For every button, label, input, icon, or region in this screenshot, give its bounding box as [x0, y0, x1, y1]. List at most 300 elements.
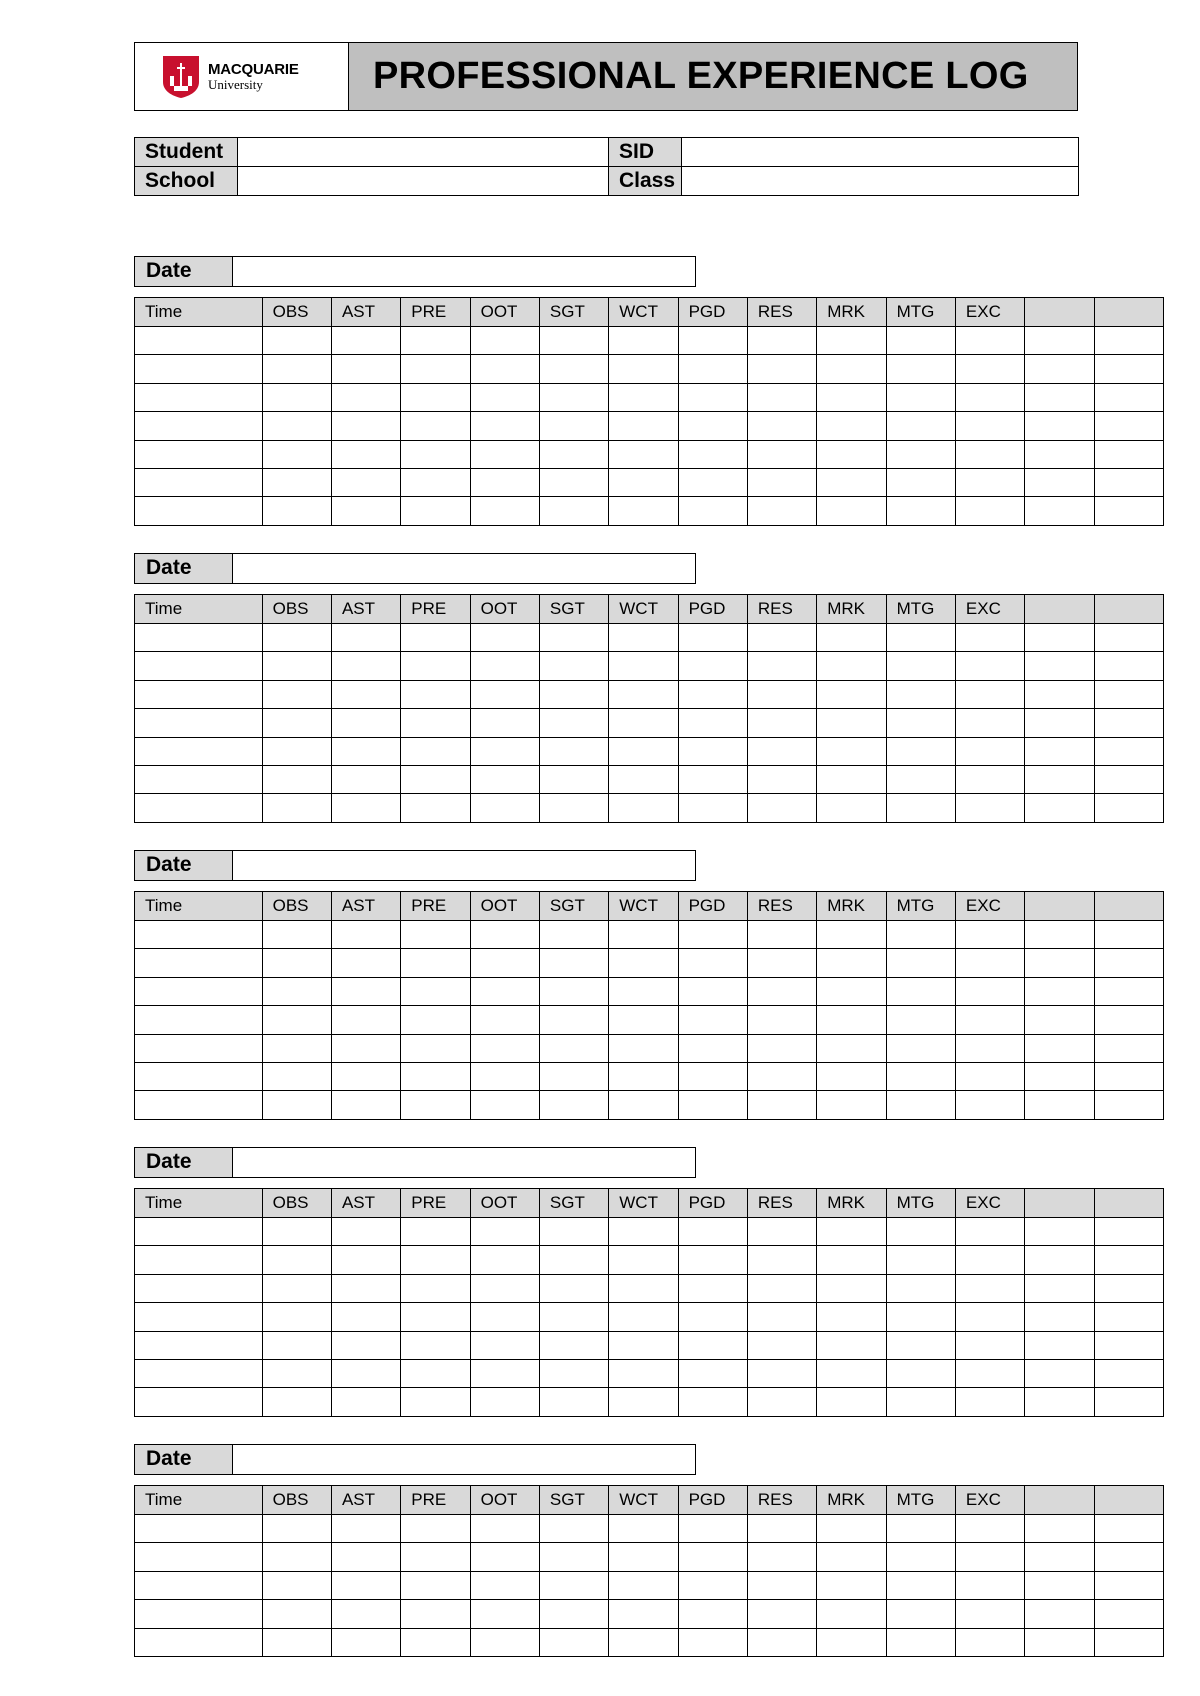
activity-cell[interactable]	[955, 680, 1024, 708]
activity-cell[interactable]	[817, 1062, 886, 1090]
activity-cell[interactable]	[470, 624, 539, 652]
activity-cell[interactable]	[331, 1091, 400, 1119]
date-field[interactable]	[233, 554, 695, 583]
activity-cell[interactable]	[609, 624, 678, 652]
activity-cell[interactable]	[609, 652, 678, 680]
activity-cell[interactable]	[678, 921, 747, 949]
time-cell[interactable]	[135, 355, 263, 383]
activity-cell[interactable]	[1025, 1062, 1094, 1090]
activity-cell[interactable]	[817, 412, 886, 440]
time-cell[interactable]	[135, 383, 263, 411]
activity-cell[interactable]	[262, 737, 331, 765]
activity-cell[interactable]	[817, 1628, 886, 1656]
activity-cell[interactable]	[1094, 1034, 1163, 1062]
activity-cell[interactable]	[1025, 1359, 1094, 1387]
activity-cell[interactable]	[401, 652, 470, 680]
activity-cell[interactable]	[262, 1388, 331, 1416]
activity-cell[interactable]	[817, 1571, 886, 1599]
activity-cell[interactable]	[331, 949, 400, 977]
activity-cell[interactable]	[955, 440, 1024, 468]
activity-cell[interactable]	[401, 1218, 470, 1246]
activity-cell[interactable]	[401, 412, 470, 440]
activity-cell[interactable]	[817, 1331, 886, 1359]
activity-cell[interactable]	[470, 412, 539, 440]
time-cell[interactable]	[135, 1543, 263, 1571]
activity-cell[interactable]	[331, 327, 400, 355]
activity-cell[interactable]	[470, 1515, 539, 1543]
activity-cell[interactable]	[1025, 794, 1094, 822]
activity-cell[interactable]	[331, 1006, 400, 1034]
activity-cell[interactable]	[1025, 1515, 1094, 1543]
activity-cell[interactable]	[678, 383, 747, 411]
time-cell[interactable]	[135, 1571, 263, 1599]
activity-cell[interactable]	[817, 1600, 886, 1628]
activity-cell[interactable]	[817, 383, 886, 411]
time-cell[interactable]	[135, 1628, 263, 1656]
activity-cell[interactable]	[955, 1062, 1024, 1090]
activity-cell[interactable]	[539, 440, 608, 468]
activity-cell[interactable]	[886, 737, 955, 765]
activity-cell[interactable]	[401, 1006, 470, 1034]
activity-cell[interactable]	[955, 1034, 1024, 1062]
activity-cell[interactable]	[262, 1034, 331, 1062]
activity-cell[interactable]	[401, 765, 470, 793]
activity-cell[interactable]	[539, 1359, 608, 1387]
activity-cell[interactable]	[609, 737, 678, 765]
activity-cell[interactable]	[539, 1331, 608, 1359]
activity-cell[interactable]	[331, 1543, 400, 1571]
activity-cell[interactable]	[262, 1006, 331, 1034]
activity-cell[interactable]	[678, 1388, 747, 1416]
activity-cell[interactable]	[331, 1600, 400, 1628]
activity-cell[interactable]	[1025, 1274, 1094, 1302]
activity-cell[interactable]	[331, 765, 400, 793]
activity-cell[interactable]	[886, 1006, 955, 1034]
activity-cell[interactable]	[747, 1062, 816, 1090]
activity-cell[interactable]	[401, 1303, 470, 1331]
activity-cell[interactable]	[609, 1359, 678, 1387]
activity-cell[interactable]	[401, 1034, 470, 1062]
activity-cell[interactable]	[1025, 468, 1094, 496]
activity-cell[interactable]	[817, 977, 886, 1005]
activity-cell[interactable]	[817, 1515, 886, 1543]
activity-cell[interactable]	[955, 1303, 1024, 1331]
activity-cell[interactable]	[886, 497, 955, 525]
activity-cell[interactable]	[470, 680, 539, 708]
activity-cell[interactable]	[747, 977, 816, 1005]
activity-cell[interactable]	[1094, 383, 1163, 411]
activity-cell[interactable]	[401, 383, 470, 411]
time-cell[interactable]	[135, 794, 263, 822]
date-field[interactable]	[233, 1445, 695, 1474]
activity-cell[interactable]	[539, 1515, 608, 1543]
activity-cell[interactable]	[609, 440, 678, 468]
activity-cell[interactable]	[1094, 765, 1163, 793]
activity-cell[interactable]	[678, 1359, 747, 1387]
activity-cell[interactable]	[747, 440, 816, 468]
activity-cell[interactable]	[262, 1303, 331, 1331]
activity-cell[interactable]	[539, 624, 608, 652]
time-cell[interactable]	[135, 468, 263, 496]
activity-cell[interactable]	[1094, 794, 1163, 822]
activity-cell[interactable]	[331, 412, 400, 440]
activity-cell[interactable]	[539, 921, 608, 949]
activity-cell[interactable]	[539, 709, 608, 737]
activity-cell[interactable]	[401, 440, 470, 468]
activity-cell[interactable]	[539, 1303, 608, 1331]
activity-cell[interactable]	[470, 355, 539, 383]
activity-cell[interactable]	[609, 1331, 678, 1359]
activity-cell[interactable]	[747, 1515, 816, 1543]
activity-cell[interactable]	[886, 1388, 955, 1416]
activity-cell[interactable]	[678, 949, 747, 977]
activity-cell[interactable]	[401, 1628, 470, 1656]
activity-cell[interactable]	[886, 1303, 955, 1331]
activity-cell[interactable]	[470, 327, 539, 355]
activity-cell[interactable]	[678, 652, 747, 680]
activity-cell[interactable]	[609, 1543, 678, 1571]
activity-cell[interactable]	[470, 1600, 539, 1628]
activity-cell[interactable]	[401, 1091, 470, 1119]
activity-cell[interactable]	[955, 383, 1024, 411]
activity-cell[interactable]	[331, 1359, 400, 1387]
activity-cell[interactable]	[331, 497, 400, 525]
activity-cell[interactable]	[955, 1006, 1024, 1034]
activity-cell[interactable]	[539, 794, 608, 822]
activity-cell[interactable]	[678, 497, 747, 525]
student-field[interactable]	[238, 138, 609, 167]
activity-cell[interactable]	[539, 1218, 608, 1246]
activity-cell[interactable]	[747, 949, 816, 977]
activity-cell[interactable]	[401, 977, 470, 1005]
activity-cell[interactable]	[955, 1600, 1024, 1628]
activity-cell[interactable]	[609, 921, 678, 949]
activity-cell[interactable]	[470, 383, 539, 411]
activity-cell[interactable]	[886, 1600, 955, 1628]
activity-cell[interactable]	[678, 1303, 747, 1331]
activity-cell[interactable]	[886, 765, 955, 793]
sid-field[interactable]	[682, 138, 1079, 167]
activity-cell[interactable]	[747, 1331, 816, 1359]
activity-cell[interactable]	[678, 412, 747, 440]
activity-cell[interactable]	[747, 1303, 816, 1331]
time-cell[interactable]	[135, 1062, 263, 1090]
activity-cell[interactable]	[678, 737, 747, 765]
activity-cell[interactable]	[955, 709, 1024, 737]
activity-cell[interactable]	[747, 1359, 816, 1387]
activity-cell[interactable]	[331, 1515, 400, 1543]
activity-cell[interactable]	[262, 794, 331, 822]
activity-cell[interactable]	[747, 765, 816, 793]
activity-cell[interactable]	[678, 1091, 747, 1119]
activity-cell[interactable]	[747, 468, 816, 496]
activity-cell[interactable]	[817, 440, 886, 468]
activity-cell[interactable]	[678, 1274, 747, 1302]
activity-cell[interactable]	[401, 709, 470, 737]
activity-cell[interactable]	[609, 1274, 678, 1302]
activity-cell[interactable]	[1025, 327, 1094, 355]
activity-cell[interactable]	[609, 497, 678, 525]
activity-cell[interactable]	[747, 737, 816, 765]
activity-cell[interactable]	[1025, 949, 1094, 977]
activity-cell[interactable]	[609, 412, 678, 440]
activity-cell[interactable]	[609, 1006, 678, 1034]
activity-cell[interactable]	[1025, 383, 1094, 411]
activity-cell[interactable]	[678, 440, 747, 468]
activity-cell[interactable]	[1025, 1543, 1094, 1571]
activity-cell[interactable]	[817, 1303, 886, 1331]
activity-cell[interactable]	[331, 737, 400, 765]
activity-cell[interactable]	[1094, 1006, 1163, 1034]
activity-cell[interactable]	[262, 949, 331, 977]
activity-cell[interactable]	[1094, 440, 1163, 468]
activity-cell[interactable]	[470, 1218, 539, 1246]
activity-cell[interactable]	[262, 327, 331, 355]
activity-cell[interactable]	[886, 921, 955, 949]
activity-cell[interactable]	[470, 1331, 539, 1359]
activity-cell[interactable]	[331, 355, 400, 383]
activity-cell[interactable]	[1094, 1600, 1163, 1628]
activity-cell[interactable]	[262, 468, 331, 496]
activity-cell[interactable]	[817, 497, 886, 525]
activity-cell[interactable]	[817, 652, 886, 680]
activity-cell[interactable]	[609, 1388, 678, 1416]
activity-cell[interactable]	[955, 794, 1024, 822]
activity-cell[interactable]	[1094, 1303, 1163, 1331]
activity-cell[interactable]	[609, 949, 678, 977]
activity-cell[interactable]	[401, 624, 470, 652]
activity-cell[interactable]	[1094, 1331, 1163, 1359]
activity-cell[interactable]	[262, 1331, 331, 1359]
time-cell[interactable]	[135, 1331, 263, 1359]
activity-cell[interactable]	[1025, 497, 1094, 525]
activity-cell[interactable]	[401, 737, 470, 765]
activity-cell[interactable]	[470, 949, 539, 977]
activity-cell[interactable]	[886, 652, 955, 680]
activity-cell[interactable]	[609, 1218, 678, 1246]
activity-cell[interactable]	[747, 921, 816, 949]
activity-cell[interactable]	[262, 1628, 331, 1656]
activity-cell[interactable]	[331, 794, 400, 822]
activity-cell[interactable]	[886, 1543, 955, 1571]
activity-cell[interactable]	[609, 1091, 678, 1119]
activity-cell[interactable]	[401, 1331, 470, 1359]
activity-cell[interactable]	[955, 468, 1024, 496]
activity-cell[interactable]	[1094, 737, 1163, 765]
time-cell[interactable]	[135, 1034, 263, 1062]
activity-cell[interactable]	[262, 383, 331, 411]
activity-cell[interactable]	[539, 497, 608, 525]
activity-cell[interactable]	[1094, 327, 1163, 355]
activity-cell[interactable]	[470, 1388, 539, 1416]
time-cell[interactable]	[135, 949, 263, 977]
activity-cell[interactable]	[1094, 1091, 1163, 1119]
activity-cell[interactable]	[470, 1091, 539, 1119]
activity-cell[interactable]	[331, 1628, 400, 1656]
school-field[interactable]	[238, 167, 609, 196]
activity-cell[interactable]	[955, 921, 1024, 949]
time-cell[interactable]	[135, 1515, 263, 1543]
activity-cell[interactable]	[331, 1034, 400, 1062]
activity-cell[interactable]	[817, 680, 886, 708]
activity-cell[interactable]	[678, 1246, 747, 1274]
activity-cell[interactable]	[817, 921, 886, 949]
activity-cell[interactable]	[1094, 949, 1163, 977]
time-cell[interactable]	[135, 652, 263, 680]
activity-cell[interactable]	[678, 1331, 747, 1359]
activity-cell[interactable]	[331, 1331, 400, 1359]
activity-cell[interactable]	[678, 624, 747, 652]
activity-cell[interactable]	[331, 1246, 400, 1274]
activity-cell[interactable]	[886, 680, 955, 708]
activity-cell[interactable]	[262, 624, 331, 652]
activity-cell[interactable]	[331, 1303, 400, 1331]
activity-cell[interactable]	[1094, 412, 1163, 440]
activity-cell[interactable]	[886, 355, 955, 383]
activity-cell[interactable]	[262, 355, 331, 383]
activity-cell[interactable]	[678, 1062, 747, 1090]
activity-cell[interactable]	[747, 624, 816, 652]
activity-cell[interactable]	[1025, 412, 1094, 440]
activity-cell[interactable]	[401, 468, 470, 496]
activity-cell[interactable]	[1094, 1218, 1163, 1246]
activity-cell[interactable]	[955, 1274, 1024, 1302]
activity-cell[interactable]	[817, 765, 886, 793]
activity-cell[interactable]	[539, 737, 608, 765]
activity-cell[interactable]	[678, 327, 747, 355]
activity-cell[interactable]	[886, 1091, 955, 1119]
activity-cell[interactable]	[331, 977, 400, 1005]
time-cell[interactable]	[135, 440, 263, 468]
activity-cell[interactable]	[262, 1062, 331, 1090]
activity-cell[interactable]	[470, 1359, 539, 1387]
activity-cell[interactable]	[817, 709, 886, 737]
activity-cell[interactable]	[539, 1062, 608, 1090]
activity-cell[interactable]	[678, 1628, 747, 1656]
activity-cell[interactable]	[1025, 1091, 1094, 1119]
time-cell[interactable]	[135, 1600, 263, 1628]
activity-cell[interactable]	[678, 1571, 747, 1599]
activity-cell[interactable]	[747, 652, 816, 680]
activity-cell[interactable]	[262, 1600, 331, 1628]
activity-cell[interactable]	[886, 1274, 955, 1302]
activity-cell[interactable]	[539, 355, 608, 383]
activity-cell[interactable]	[678, 709, 747, 737]
activity-cell[interactable]	[262, 977, 331, 1005]
activity-cell[interactable]	[1025, 1331, 1094, 1359]
activity-cell[interactable]	[539, 383, 608, 411]
activity-cell[interactable]	[401, 1600, 470, 1628]
activity-cell[interactable]	[678, 1515, 747, 1543]
activity-cell[interactable]	[262, 1515, 331, 1543]
activity-cell[interactable]	[262, 921, 331, 949]
activity-cell[interactable]	[1025, 355, 1094, 383]
activity-cell[interactable]	[886, 412, 955, 440]
activity-cell[interactable]	[1025, 709, 1094, 737]
activity-cell[interactable]	[539, 949, 608, 977]
activity-cell[interactable]	[817, 1274, 886, 1302]
activity-cell[interactable]	[331, 383, 400, 411]
activity-cell[interactable]	[331, 440, 400, 468]
activity-cell[interactable]	[1025, 1006, 1094, 1034]
activity-cell[interactable]	[470, 652, 539, 680]
activity-cell[interactable]	[609, 709, 678, 737]
time-cell[interactable]	[135, 1218, 263, 1246]
activity-cell[interactable]	[262, 680, 331, 708]
activity-cell[interactable]	[886, 468, 955, 496]
activity-cell[interactable]	[747, 1543, 816, 1571]
activity-cell[interactable]	[955, 1331, 1024, 1359]
activity-cell[interactable]	[609, 1246, 678, 1274]
activity-cell[interactable]	[331, 1274, 400, 1302]
activity-cell[interactable]	[609, 327, 678, 355]
activity-cell[interactable]	[1094, 1515, 1163, 1543]
activity-cell[interactable]	[262, 1218, 331, 1246]
activity-cell[interactable]	[470, 1303, 539, 1331]
activity-cell[interactable]	[817, 327, 886, 355]
activity-cell[interactable]	[470, 1571, 539, 1599]
activity-cell[interactable]	[1025, 1246, 1094, 1274]
time-cell[interactable]	[135, 977, 263, 1005]
activity-cell[interactable]	[1094, 1628, 1163, 1656]
activity-cell[interactable]	[1025, 652, 1094, 680]
activity-cell[interactable]	[262, 497, 331, 525]
activity-cell[interactable]	[817, 1543, 886, 1571]
activity-cell[interactable]	[1094, 652, 1163, 680]
activity-cell[interactable]	[678, 680, 747, 708]
activity-cell[interactable]	[1025, 977, 1094, 1005]
activity-cell[interactable]	[1025, 440, 1094, 468]
activity-cell[interactable]	[262, 412, 331, 440]
time-cell[interactable]	[135, 1388, 263, 1416]
activity-cell[interactable]	[539, 327, 608, 355]
activity-cell[interactable]	[955, 1218, 1024, 1246]
activity-cell[interactable]	[678, 1600, 747, 1628]
activity-cell[interactable]	[470, 1062, 539, 1090]
activity-cell[interactable]	[1025, 737, 1094, 765]
activity-cell[interactable]	[886, 1515, 955, 1543]
activity-cell[interactable]	[1094, 355, 1163, 383]
activity-cell[interactable]	[1025, 765, 1094, 793]
activity-cell[interactable]	[539, 412, 608, 440]
activity-cell[interactable]	[955, 624, 1024, 652]
activity-cell[interactable]	[470, 765, 539, 793]
activity-cell[interactable]	[401, 1274, 470, 1302]
activity-cell[interactable]	[1094, 1062, 1163, 1090]
activity-cell[interactable]	[1094, 1246, 1163, 1274]
activity-cell[interactable]	[817, 1091, 886, 1119]
activity-cell[interactable]	[609, 1515, 678, 1543]
activity-cell[interactable]	[539, 680, 608, 708]
activity-cell[interactable]	[747, 1388, 816, 1416]
activity-cell[interactable]	[747, 1034, 816, 1062]
activity-cell[interactable]	[539, 1571, 608, 1599]
time-cell[interactable]	[135, 624, 263, 652]
activity-cell[interactable]	[470, 1006, 539, 1034]
activity-cell[interactable]	[331, 1218, 400, 1246]
activity-cell[interactable]	[262, 1091, 331, 1119]
activity-cell[interactable]	[331, 1571, 400, 1599]
activity-cell[interactable]	[886, 1628, 955, 1656]
time-cell[interactable]	[135, 1303, 263, 1331]
activity-cell[interactable]	[886, 1571, 955, 1599]
activity-cell[interactable]	[747, 1006, 816, 1034]
activity-cell[interactable]	[1025, 1034, 1094, 1062]
activity-cell[interactable]	[955, 949, 1024, 977]
activity-cell[interactable]	[609, 1034, 678, 1062]
activity-cell[interactable]	[470, 1543, 539, 1571]
activity-cell[interactable]	[817, 468, 886, 496]
